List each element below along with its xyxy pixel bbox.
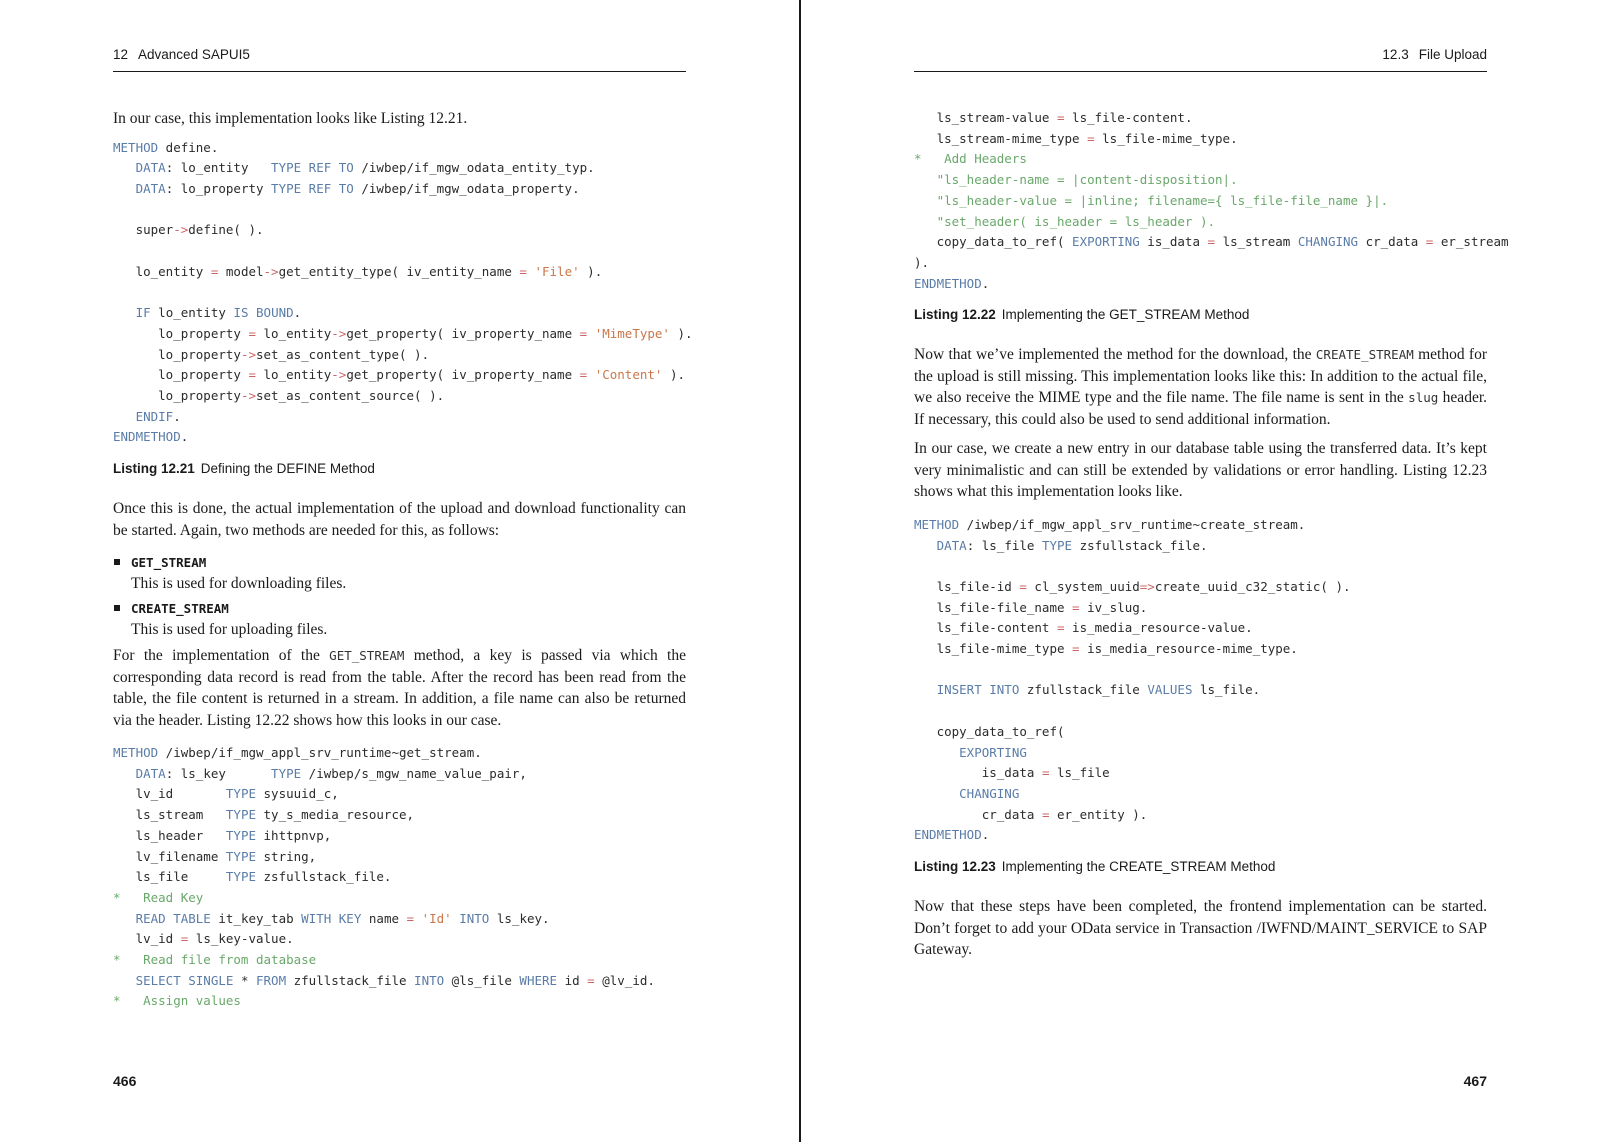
code-token (914, 786, 959, 801)
code-token: zsfullstack_file. (1072, 537, 1208, 553)
code-token: DATA (135, 765, 166, 781)
code-token: lv_id (113, 786, 226, 802)
code-token: * Read Key (113, 889, 204, 905)
code-token: ls_file (1049, 765, 1110, 781)
code-token: = (1207, 234, 1216, 250)
code-token: INTO (414, 972, 445, 988)
code-token: IS BOUND (233, 305, 294, 321)
code-token: ). (669, 325, 693, 341)
code-token: ). (662, 367, 685, 383)
code-token: copy_data_to_ref( (914, 234, 1073, 250)
code-token: lo_entity (256, 325, 332, 341)
code-token: /iwbep/if_mgw_odata_entity_typ. (353, 160, 595, 176)
chapter-title: Advanced SAPUI5 (138, 47, 250, 62)
code-token: = (1425, 234, 1434, 250)
code-token: ENDMETHOD (914, 275, 982, 291)
code-token: METHOD (113, 745, 159, 761)
code-token: sysuuid_c, (256, 786, 339, 802)
bullet-description: This is used for uploading files. (131, 621, 328, 639)
code-token: ls_stream (113, 807, 226, 823)
code-token: ls_stream-value (914, 110, 1057, 125)
right-content (914, 108, 1509, 961)
running-header-left (113, 47, 686, 72)
code-token: DATA (135, 180, 166, 196)
code-token: super (113, 222, 174, 238)
methods-list (113, 553, 686, 640)
code-token: : lo_entity (165, 160, 272, 176)
text-span: For the implementation of the (113, 647, 330, 665)
section-title: File Upload (1418, 47, 1487, 62)
code-token: "ls_header-value = |inline; filename={ ls_file-file_name }|. (914, 192, 1389, 208)
caption-title: Implementing the CREATE_STREAM Method (1001, 859, 1276, 875)
methods-paragraph: Once this is done, the actual implementation of the upload and download functionality can be started. Again, two methods are needed for this, as follows: (113, 500, 686, 539)
code-token: "set_header( is_header = ls_header ). (914, 213, 1216, 229)
code-token: = (248, 367, 256, 383)
code-token: ENDMETHOD (113, 429, 181, 445)
code-token: is_data (1139, 234, 1208, 250)
code-token: model (218, 263, 264, 279)
code-token: @lv_id. (594, 972, 655, 988)
list-item (113, 553, 686, 594)
code-token: EXPORTING (959, 744, 1027, 760)
code-token: get_property( iv_property_name (346, 367, 580, 383)
code-token (914, 538, 937, 553)
code-token: ls_file-content. (1064, 110, 1193, 125)
code-token: @ls_file (444, 972, 520, 988)
code-token: er_entity ). (1049, 806, 1148, 822)
code-token: it_key_tab (210, 910, 302, 926)
database-paragraph: In our case, we create a new entry in our database table using the transferred data. It’s kept very minimalistic and can still be extended by validations or error handling. Listing 12.23 shows what this implementation looks like. (914, 440, 1487, 501)
code-token: = (587, 972, 595, 988)
text-span: header. If necessary, this could also be used to send additional information. (914, 389, 1488, 428)
code-token (414, 911, 422, 926)
page-number-right: 467 (1463, 1073, 1487, 1089)
inline-code: slug (1408, 390, 1439, 406)
code-token: ls_file-mime_type. (1094, 130, 1238, 146)
final-paragraph: Now that these steps have been completed, the frontend implementation can be started. Don’t forget to add your OData service in Transaction /IWFND/MAINT_SERVICE to SAP Gateway. (914, 898, 1487, 959)
code-token: 'File' (534, 263, 580, 279)
code-token: DATA (135, 160, 166, 176)
code-token: "ls_header-name = |content-disposition|. (914, 172, 1238, 188)
code-token: is_data (914, 765, 1042, 781)
code-token: ls_key-value. (188, 931, 294, 947)
code-token: 'Content' (594, 367, 663, 383)
bullet-description: This is used for downloading files. (131, 575, 347, 593)
code-token: : ls_file (966, 537, 1042, 553)
get-stream-paragraph (113, 645, 686, 731)
code-token (113, 409, 136, 424)
section-number: 12.3 (1382, 47, 1409, 62)
code-token: = (1041, 765, 1050, 781)
code-token: = (579, 367, 588, 383)
code-token: cr_data (914, 806, 1042, 822)
bullet-term: CREATE_STREAM (131, 601, 229, 617)
code-token: lo_entity (150, 305, 234, 321)
caption-label: Listing 12.22 (914, 307, 996, 323)
listing-caption-12-22 (914, 306, 1487, 324)
chapter-number: 12 (113, 47, 129, 62)
code-token: lo_entity (113, 263, 211, 279)
code-token: /iwbep/if_mgw_appl_srv_runtime~get_stream. (158, 745, 482, 761)
code-token: ls_file-content (914, 620, 1057, 636)
intro-paragraph: In our case, this implementation looks like Listing 12.21. (113, 110, 468, 127)
code-token: /iwbep/s_mgw_name_value_pair, (301, 765, 527, 781)
code-token: READ TABLE (135, 910, 211, 926)
code-token: -> (240, 346, 256, 362)
code-token: CHANGING (1297, 234, 1359, 250)
code-token: lo_property (113, 325, 249, 341)
code-token: zfullstack_file (1019, 682, 1148, 698)
code-token: -> (263, 263, 279, 279)
code-token: er_stream (1433, 234, 1509, 250)
caption-title: Implementing the GET_STREAM Method (1001, 307, 1250, 323)
code-token: ENDIF (135, 408, 174, 424)
text-span: Now that we’ve implemented the method for the download, the (914, 346, 1316, 364)
code-token: . (180, 429, 189, 445)
code-token: ls_header (113, 827, 226, 843)
code-token: = (1087, 130, 1095, 146)
code-token: ). (579, 263, 603, 279)
code-token: zfullstack_file (286, 972, 415, 988)
running-header-right (914, 47, 1487, 72)
code-token: ls_stream (1215, 234, 1298, 250)
caption-label: Listing 12.21 (113, 461, 195, 477)
code-token: iv_slug. (1079, 599, 1148, 615)
list-item (113, 599, 686, 640)
bullet-square-icon (114, 605, 120, 611)
code-token (113, 305, 136, 320)
upload-paragraph (914, 344, 1487, 430)
code-token: zsfullstack_file. (256, 869, 392, 885)
code-token: METHOD (113, 139, 159, 155)
code-token: /iwbep/if_mgw_appl_srv_runtime~create_stream. (959, 516, 1306, 532)
code-token: 'Id' (421, 910, 452, 926)
code-token: IF (135, 305, 151, 321)
code-token: -> (331, 367, 347, 383)
code-token: define( ). (188, 222, 264, 238)
code-token: lv_id (113, 931, 181, 947)
code-listing-12-22-part1 (113, 743, 686, 1012)
code-token: id (557, 972, 588, 988)
code-token: EXPORTING (1072, 234, 1140, 250)
code-token: ). (914, 254, 930, 270)
left-content (113, 108, 693, 1012)
code-token: name (361, 910, 407, 926)
code-token: ENDMETHOD (914, 827, 982, 843)
text-span: method for the upload is still missing. This implementation looks like this: In addition to the actual file, we also receive the MIME type and the file name. The file name is sent in the (914, 346, 1487, 407)
code-token: get_property( iv_property_name (346, 325, 580, 341)
code-token: = (1019, 578, 1027, 594)
code-token: = (1057, 620, 1065, 636)
code-token: DATA (936, 537, 967, 553)
code-token: copy_data_to_ref( (914, 723, 1065, 739)
code-token: TYPE (225, 869, 256, 885)
code-token: = (180, 931, 189, 947)
code-token: METHOD (914, 516, 960, 532)
code-token: WITH KEY (301, 910, 362, 926)
listing-caption-12-21 (113, 460, 686, 478)
code-token: ihttpnvp, (256, 827, 332, 843)
code-token: = (406, 910, 415, 926)
text-span: method, a key is passed via which the corresponding data record is read from the table. After the record has been read from the table, the file content is returned in a stream. In addition, a file name can also be returned via the header. Listing 12.22 shows how this looks in our case. (113, 647, 686, 729)
code-token: -> (331, 325, 347, 341)
code-token: lo_property (113, 387, 241, 403)
code-token: = (210, 263, 219, 279)
code-token: -> (240, 387, 256, 403)
code-token: TYPE (225, 848, 256, 864)
code-token: = (1057, 110, 1065, 125)
code-token: VALUES (1147, 682, 1193, 698)
code-token: ls_file-mime_type (914, 641, 1073, 657)
code-token: lo_property (113, 346, 241, 362)
bullet-square-icon (114, 559, 120, 565)
code-token: set_as_content_type( ). (256, 346, 430, 362)
code-token: . (293, 305, 302, 321)
code-token: TYPE (225, 807, 256, 823)
code-token: ls_file. (1192, 682, 1261, 698)
code-token: 'MimeType' (594, 325, 670, 341)
code-token: * (233, 972, 256, 988)
code-token: string, (256, 848, 317, 864)
code-token: TYPE (1041, 537, 1073, 553)
code-token (113, 911, 136, 926)
code-token: FROM (256, 972, 287, 988)
code-token: cl_system_uuid (1026, 578, 1140, 594)
caption-title: Defining the DEFINE Method (200, 461, 375, 477)
code-token: TYPE (271, 765, 302, 781)
code-token: lo_entity (256, 367, 332, 383)
inline-code: GET_STREAM (329, 648, 405, 664)
code-token: . (981, 275, 990, 291)
code-token: TYPE REF TO (271, 180, 354, 196)
code-token (914, 682, 937, 697)
code-token: = (248, 325, 256, 341)
bullet-term: GET_STREAM (131, 555, 207, 571)
code-listing-12-21 (113, 138, 693, 449)
code-token: ls_key. (489, 910, 550, 926)
code-token: ls_stream-mime_type (914, 130, 1088, 146)
code-token: * Read file from database (113, 952, 317, 968)
inline-code: CREATE_STREAM (1315, 347, 1414, 363)
code-token: ty_s_media_resource, (256, 807, 415, 823)
code-token: INSERT INTO (936, 682, 1020, 698)
code-token: -> (173, 222, 189, 238)
code-token: TYPE (225, 827, 256, 843)
page-divider (799, 0, 801, 1142)
code-token (914, 745, 959, 760)
code-token: lv_filename (113, 848, 226, 864)
code-token: = (1072, 599, 1080, 615)
code-token (113, 160, 136, 175)
code-token: = (579, 325, 588, 341)
code-token (113, 973, 136, 988)
code-token: ls_file-id (914, 578, 1020, 594)
code-token: INTO (459, 910, 490, 926)
code-token: => (1139, 578, 1155, 594)
code-token: : ls_key (165, 765, 272, 781)
code-token (587, 367, 595, 382)
code-token: ls_file-file_name (914, 599, 1073, 615)
code-token: CHANGING (959, 785, 1020, 801)
code-token: create_uuid_c32_static( ). (1154, 578, 1351, 594)
code-token: . (173, 408, 181, 424)
code-token: . (981, 827, 990, 843)
code-token: SELECT SINGLE (135, 972, 234, 988)
code-token: TYPE REF TO (271, 160, 354, 176)
code-token: cr_data (1358, 234, 1426, 250)
code-token: = (1041, 806, 1050, 822)
page-number-left: 466 (113, 1073, 137, 1089)
code-token: set_as_content_source( ). (256, 387, 445, 403)
code-token: = (1072, 641, 1080, 657)
listing-caption-12-23 (914, 858, 1487, 876)
code-token: get_entity_type( iv_entity_name (278, 263, 520, 279)
code-token: ls_file (113, 869, 226, 885)
right-page (802, 0, 1600, 1142)
code-listing-12-22-part2 (914, 108, 1509, 294)
code-token: : lo_property (165, 180, 272, 196)
code-token (113, 766, 136, 781)
code-token: is_media_resource-value. (1064, 620, 1253, 636)
code-token: define. (158, 139, 219, 155)
code-token: /iwbep/if_mgw_odata_property. (353, 180, 580, 196)
code-listing-12-23 (914, 515, 1487, 846)
caption-label: Listing 12.23 (914, 859, 996, 875)
code-token (113, 181, 136, 196)
code-token: WHERE (519, 972, 558, 988)
code-token (587, 326, 595, 341)
code-token: is_media_resource-mime_type. (1079, 641, 1298, 657)
code-token: = (519, 263, 527, 279)
code-token: TYPE (225, 786, 256, 802)
code-token: * Assign values (113, 993, 241, 1009)
code-token: * Add Headers (914, 151, 1027, 167)
code-token: lo_property (113, 367, 249, 383)
